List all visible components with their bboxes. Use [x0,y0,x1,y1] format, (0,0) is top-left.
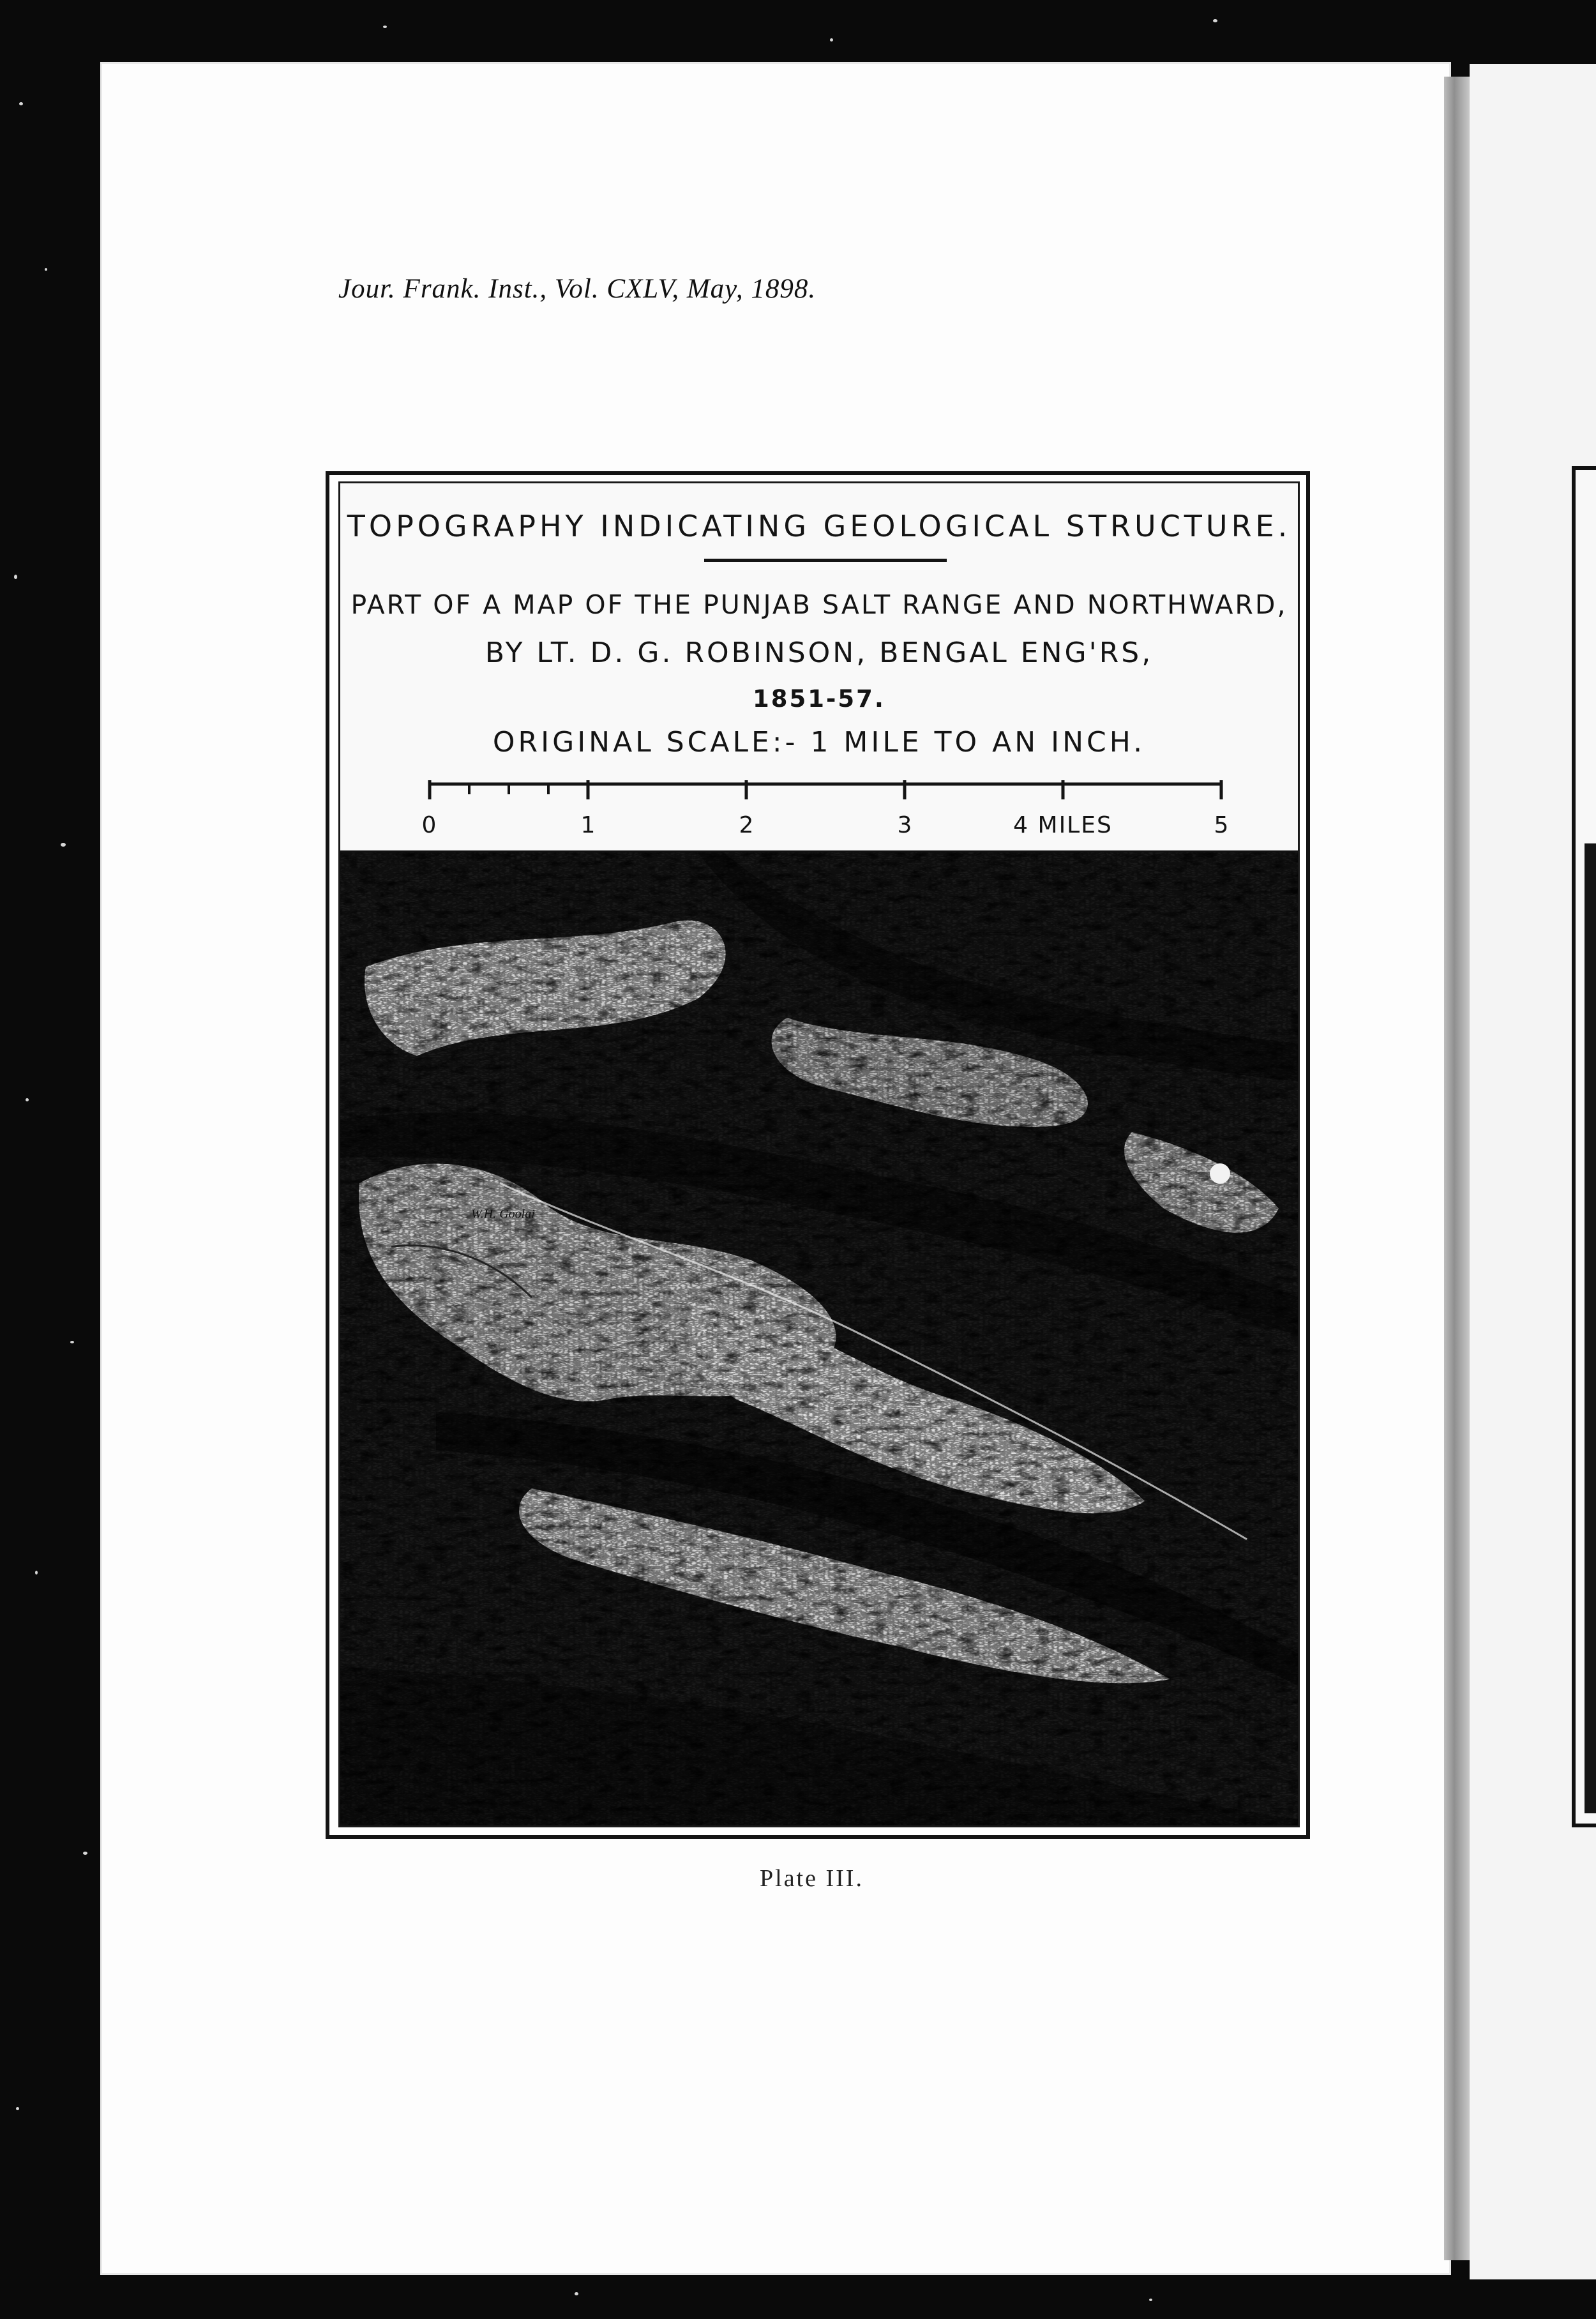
topographic-map [340,850,1298,1825]
scale-tick-1: 1 [580,812,596,838]
plate-caption: Plate III. [760,1865,864,1892]
plate-subtitle: PART OF A MAP OF THE PUNJAB SALT RANGE AND NORTHWARD, [350,589,1288,620]
plate-title: TOPOGRAPHY INDICATING GEOLOGICAL STRUCTURE. [347,509,1291,543]
map-place-label: W.H. Goolai [471,1207,535,1221]
scale-tick-4: 4 MILES [1013,812,1113,838]
scale-tick-3: 3 [897,812,912,838]
map-relief-image [340,852,1298,1825]
running-head: Jour. Frank. Inst., Vol. CXLV, May, 1898. [338,274,817,304]
plate-frame [326,471,1310,1839]
adjacent-plate-frame [1572,466,1596,1827]
scale-bar [417,774,1234,838]
plate-author: BY LT. D. G. ROBINSON, BENGAL ENG'RS, [485,637,1154,669]
plate-dates: 1851-57. [753,685,885,713]
page-edge-shadow [1444,77,1470,2260]
scale-tick-0: 0 [421,812,438,838]
title-rule [704,559,947,562]
scale-tick-5: 5 [1214,812,1229,838]
plate-header [340,483,1298,850]
plate-inner-border [338,481,1300,1827]
scale-text: ORIGINAL SCALE:- 1 MILE TO AN INCH. [492,726,1146,759]
scale-tick-2: 2 [739,812,754,838]
